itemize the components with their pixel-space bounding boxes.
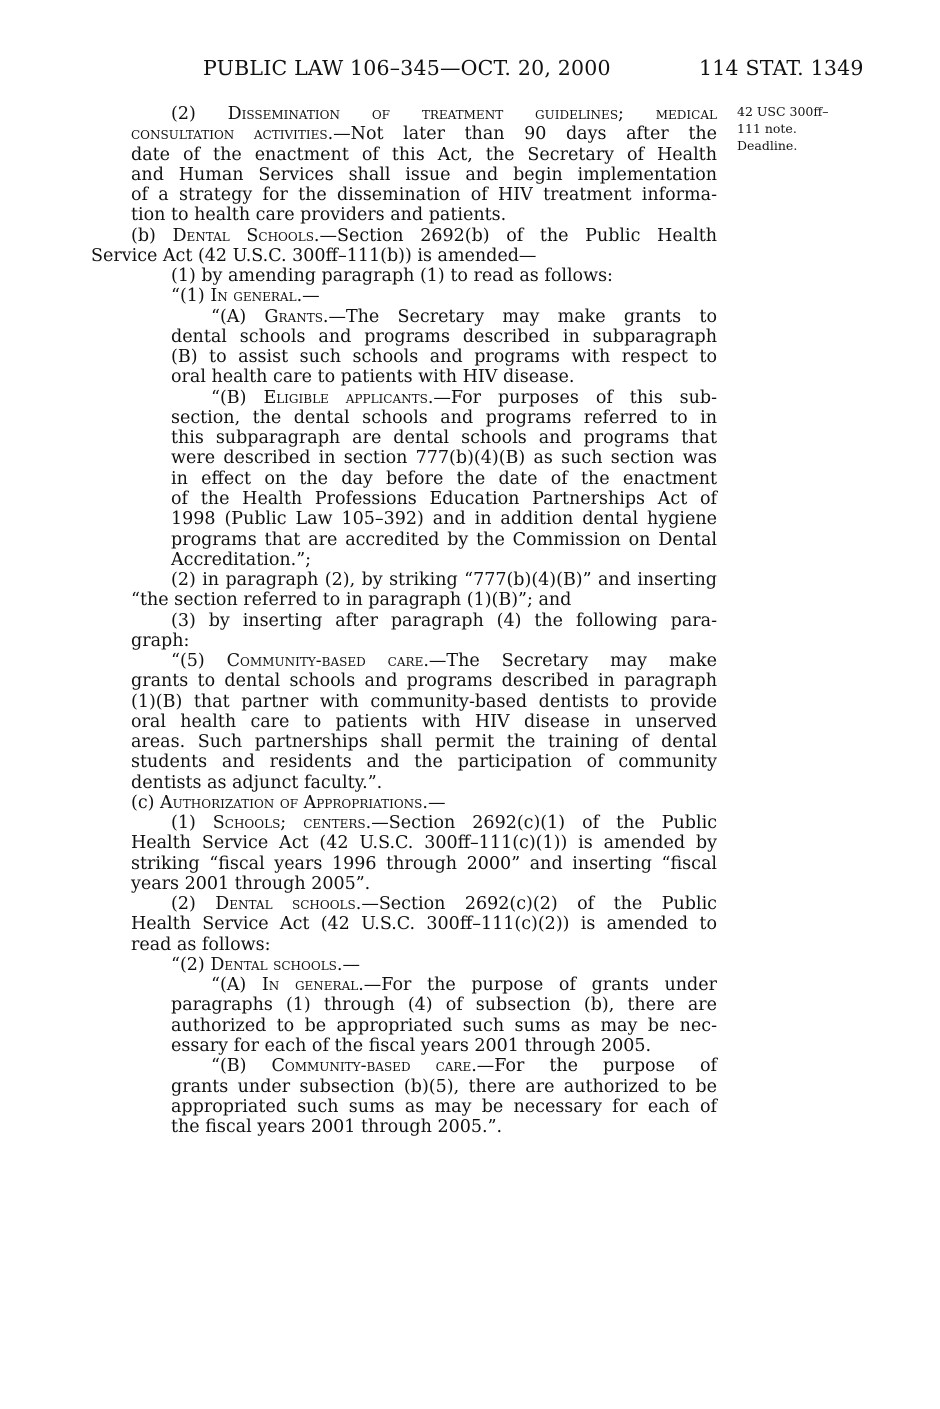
text-run: (b) <box>131 225 173 246</box>
text-line <box>131 773 717 793</box>
text-run: Service Act (42 U.S.C. 300ff–111(b)) is amended— <box>91 245 537 266</box>
text-line <box>131 671 717 691</box>
text-run: programs that are accredited by the Commission on Dental <box>171 529 717 550</box>
section-heading: Community-based care. <box>226 651 429 671</box>
section-heading: Authorization of Appropriations. <box>160 792 428 813</box>
text-line <box>171 611 717 631</box>
text-run: this subparagraph are dental schools and programs that <box>171 428 717 449</box>
text-line <box>171 651 717 671</box>
text-run: (3) by inserting after paragraph (4) the following para- <box>171 610 717 631</box>
margin-note-deadline: Deadline. <box>737 138 798 153</box>
text-line <box>131 833 717 853</box>
text-line <box>171 1016 717 1036</box>
text-run: —Section 2692(c)(1) of the Public <box>371 813 717 834</box>
text-run: oral health care to patients with HIV disease. <box>171 367 575 388</box>
text-line <box>171 428 717 448</box>
text-line <box>171 813 717 833</box>
text-line <box>131 712 717 732</box>
text-run: 1998 (Public Law 105–392) and in addition dental hygiene <box>171 509 717 530</box>
text-run: —Section 2692(b) of the Public Health <box>319 225 718 246</box>
text-run: —For the purpose of grants under <box>363 975 717 996</box>
text-line <box>131 185 717 205</box>
text-run: (B) to assist such schools and programs with respect to <box>171 347 717 368</box>
section-heading: Dissemination of treatment guidelines; medical <box>227 104 717 124</box>
text-line <box>211 388 717 408</box>
text-line <box>171 408 717 428</box>
text-line <box>131 854 717 874</box>
section-heading: consultation activities. <box>131 124 334 145</box>
text-run: — <box>342 954 360 975</box>
margin-note-note: 111 note. <box>737 121 797 136</box>
text-line <box>131 793 717 813</box>
section-heading: Schools; centers. <box>212 813 372 834</box>
text-run: grants to dental schools and programs described in paragraph <box>131 671 717 692</box>
text-run: date of the enactment of this Act, the Secretary of Health <box>131 144 717 165</box>
text-line <box>131 145 717 165</box>
text-run: appropriated such sums as may be necessary for each of <box>171 1096 717 1117</box>
text-run: (2) in paragraph (2), by striking “777(b)(4)(B)” and inserting <box>171 570 717 590</box>
text-run: “(B) <box>211 387 264 408</box>
text-run: — <box>427 792 446 813</box>
text-run: Health Service Act (42 U.S.C. 300ff–111(c)(2)) is amended to <box>131 914 717 935</box>
statute-page-citation: 114 STAT. 1349 <box>699 56 864 80</box>
text-run: paragraphs (1) through (4) of subsection (b), there are <box>171 995 717 1016</box>
section-heading: In general. <box>261 975 364 996</box>
text-line <box>171 286 717 306</box>
text-line <box>131 935 717 955</box>
text-run: striking “fiscal years 1996 through 2000” and inserting “fiscal <box>131 853 717 874</box>
text-line <box>171 1117 717 1137</box>
text-line <box>171 1036 717 1056</box>
text-line <box>171 266 717 286</box>
text-run: graph: <box>131 630 190 651</box>
text-run: students and residents and the participation of community <box>131 752 717 773</box>
text-run: tion to health care providers and patients. <box>131 205 507 226</box>
text-line <box>171 995 717 1015</box>
text-run: — <box>302 286 320 307</box>
text-line <box>131 874 717 894</box>
text-line <box>131 226 717 246</box>
text-run: were described in section 777(b)(4)(B) as such section was <box>171 448 717 469</box>
text-line <box>171 347 717 367</box>
section-heading: Dental Schools. <box>172 225 320 246</box>
text-run: (c) <box>131 792 161 813</box>
section-heading: Community-based care. <box>271 1056 477 1077</box>
text-line <box>131 165 717 185</box>
section-heading: In general. <box>210 286 303 307</box>
text-line <box>171 570 717 590</box>
text-run: “(B) <box>211 1056 272 1077</box>
text-line <box>171 894 717 914</box>
text-run: “(1) <box>171 286 211 307</box>
text-run: Health Service Act (42 U.S.C. 300ff–111(c)(1)) is amended by <box>131 833 717 854</box>
margin-note-usc-citation: 42 USC 300ff– <box>737 104 829 119</box>
text-run: years 2001 through 2005”. <box>131 873 371 894</box>
text-run: and Human Services shall issue and begin implementation <box>131 164 717 185</box>
text-line <box>171 448 717 468</box>
text-line <box>171 530 717 550</box>
text-run: dentists as adjunct faculty.”. <box>131 772 383 793</box>
text-run: the fiscal years 2001 through 2005.”. <box>171 1117 503 1137</box>
text-line <box>131 732 717 752</box>
text-line <box>131 631 717 651</box>
text-run: (2) <box>171 894 216 915</box>
text-run: “(A) <box>211 975 262 996</box>
section-heading: Dental schools. <box>210 954 343 975</box>
text-run: —Section 2692(c)(2) of the Public <box>361 894 717 915</box>
text-line <box>211 975 717 995</box>
text-run: “(2) <box>171 954 211 975</box>
text-line <box>211 1056 717 1076</box>
text-run: read as follows: <box>131 934 271 955</box>
text-line <box>171 104 717 124</box>
text-run: —For the purpose of <box>476 1056 717 1077</box>
text-line <box>131 590 717 610</box>
text-line <box>171 489 717 509</box>
text-line <box>211 307 717 327</box>
text-line <box>131 124 717 144</box>
text-run: —The Secretary may make <box>428 651 717 671</box>
text-run: “(A) <box>211 306 265 327</box>
text-run: essary for each of the fiscal years 2001 through 2005. <box>171 1036 652 1056</box>
section-heading: Eligible applicants. <box>263 387 434 408</box>
text-line <box>171 509 717 529</box>
text-line <box>131 914 717 934</box>
text-run: areas. Such partnerships shall permit the training of dental <box>131 732 717 753</box>
text-run: dental schools and programs described in subparagraph <box>171 326 717 347</box>
text-line <box>171 550 717 570</box>
text-line <box>171 1097 717 1117</box>
text-run: (1) by amending paragraph (1) to read as follows: <box>171 266 613 287</box>
text-line <box>171 327 717 347</box>
text-run: (1)(B) that partner with community-based dentists to provide <box>131 691 717 712</box>
section-heading: Grants. <box>264 306 329 327</box>
text-run: grants under subsection (b)(5), there are authorized to be <box>171 1076 717 1097</box>
text-run: in effect on the day before the date of the enactment <box>171 468 717 489</box>
text-line <box>171 367 717 387</box>
text-run: “(5) <box>171 651 227 671</box>
text-run: —For purposes of this sub- <box>433 387 718 408</box>
text-run: of the Health Professions Education Partnerships Act of <box>171 488 717 509</box>
text-line <box>91 246 717 266</box>
text-run: (2) <box>171 104 228 124</box>
text-run: oral health care to patients with HIV disease in unserved <box>131 711 717 732</box>
text-run: —The Secretary may make grants to <box>328 306 717 327</box>
text-line <box>171 955 717 975</box>
text-line <box>131 692 717 712</box>
text-line <box>131 205 717 225</box>
text-line <box>131 752 717 772</box>
section-heading: Dental schools. <box>215 894 362 915</box>
text-line <box>171 1077 717 1097</box>
text-run: authorized to be appropriated such sums as may be nec- <box>171 1015 717 1036</box>
text-line <box>171 469 717 489</box>
text-run: “the section referred to in paragraph (1)(B)”; and <box>131 590 572 611</box>
text-run: Accreditation.”; <box>171 549 312 570</box>
text-run: of a strategy for the dissemination of HIV treatment informa- <box>131 185 717 205</box>
text-run: —Not later than 90 days after the <box>333 124 717 145</box>
running-head: PUBLIC LAW 106–345—OCT. 20, 2000 <box>203 56 611 80</box>
text-run: section, the dental schools and programs referred to in <box>171 407 717 428</box>
text-run: (1) <box>171 813 213 834</box>
